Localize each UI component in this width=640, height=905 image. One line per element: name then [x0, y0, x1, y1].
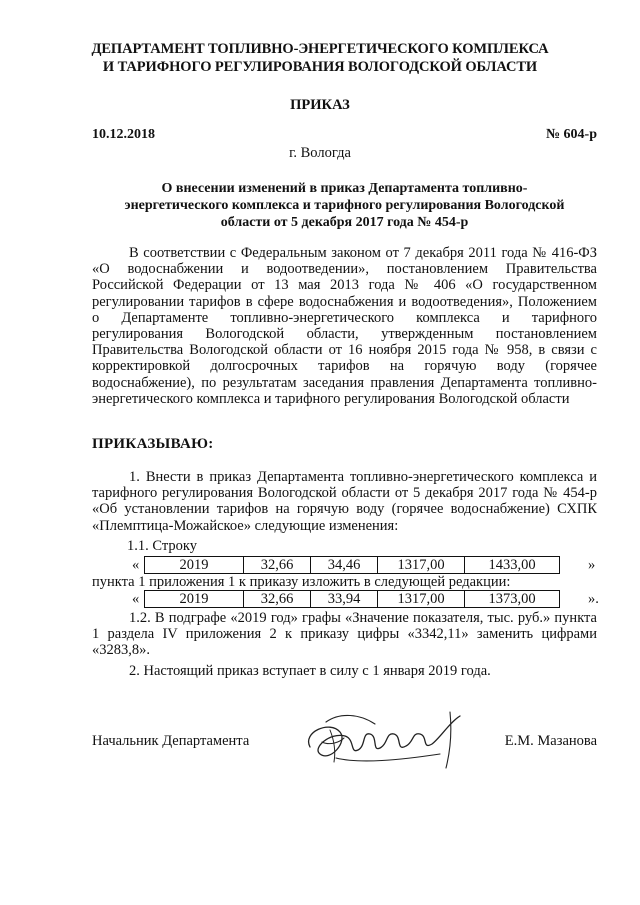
new-row-value-4: 1373,00	[465, 591, 560, 608]
old-row-value-2: 34,46	[311, 557, 378, 574]
item-1-1-label: 1.1. Строку	[127, 538, 197, 554]
department-header	[80, 40, 560, 76]
table-row	[145, 557, 560, 574]
title-line-2: энергетического комплекса и тарифного регулирования Вологодской	[124, 198, 565, 213]
old-row-value-4: 1433,00	[465, 557, 560, 574]
new-row-value-3: 1317,00	[378, 591, 465, 608]
item-1-2-text: 1.2. В подграфе «2019 год» графы «Значение показателя, тыс. руб.» пункта 1 раздела IV приложения 2 к приказу цифры «3342,11» заменить цифрами «3283,8».	[92, 610, 597, 659]
old-row-value-3: 1317,00	[378, 557, 465, 574]
item-1-paragraph	[92, 469, 597, 534]
title-line-1: О внесении изменений в приказ Департамента топливно-	[161, 181, 528, 196]
old-row-quote-close: »	[588, 557, 596, 573]
old-row-caption: пункта 1 приложения 1 к приказу изложить в следующей редакции:	[92, 574, 511, 590]
old-row-table	[144, 556, 560, 574]
order-title	[92, 180, 597, 231]
signatory-name: Е.М. Мазанова	[504, 733, 597, 749]
order-number: № 604-р	[545, 127, 597, 142]
old-row	[92, 556, 597, 574]
item-2-paragraph	[92, 663, 597, 679]
table-row	[145, 591, 560, 608]
new-row-value-1: 32,66	[244, 591, 311, 608]
old-row-year: 2019	[145, 557, 244, 574]
item-1-text: 1. Внести в приказ Департамента топливно-энергетического комплекса и тарифного регулирования Вологодской области от 5 декабря 2017 года № 454-р «Об установлении тарифов на горячую воду (горячее водоснабжение) СХПК «Племптица-Можайское» следующие изменения:	[92, 469, 597, 534]
old-row-value-1: 32,66	[244, 557, 311, 574]
handwritten-signature	[300, 702, 480, 772]
new-row-value-2: 33,94	[311, 591, 378, 608]
new-row-quote-open: «	[132, 591, 140, 607]
title-line-3: области от 5 декабря 2017 года № 454-р	[220, 215, 469, 230]
item-2-text: 2. Настоящий приказ вступает в силу с 1 января 2019 года.	[129, 663, 491, 679]
item-1-2-paragraph	[92, 610, 597, 659]
department-line-1: ДЕПАРТАМЕНТ ТОПЛИВНО-ЭНЕРГЕТИЧЕСКОГО КОМПЛЕКСА	[91, 41, 549, 57]
document-type: ПРИКАЗ	[290, 97, 350, 113]
new-row-year: 2019	[145, 591, 244, 608]
preamble-text: В соответствии с Федеральным законом от 7 декабря 2011 года № 416-ФЗ «О водоснабжении и водоотведении», постановлением Правительства Российской Федерации от 13 мая 2013 года № 406 «О государственном регулировании тарифов в сфере водоснабжения и водоотведения», Положением о Департаменте топливно-энергетического комплекса и тарифного регулирования Вологодской области, утвержденным постановлением Правительства Вологодской области от 16 ноября 2015 года № 958, в связи с корректировкой долгосрочных тарифов на горячую воду (горячее водоснабжение), по результатам заседания правления Департамента топливно-энергетического комплекса и тарифного регулирования Вологодской области	[92, 245, 597, 407]
order-word: ПРИКАЗЫВАЮ:	[92, 436, 214, 452]
new-row-quote-close: ».	[588, 591, 599, 607]
order-city: г. Вологда	[289, 145, 351, 161]
preamble-paragraph	[92, 245, 597, 407]
old-row-quote-open: «	[132, 557, 140, 573]
new-row	[92, 590, 597, 608]
department-line-2: И ТАРИФНОГО РЕГУЛИРОВАНИЯ ВОЛОГОДСКОЙ ОБЛАСТИ	[102, 59, 538, 75]
new-row-table	[144, 590, 560, 608]
signatory-position: Начальник Департамента	[92, 733, 250, 749]
order-date: 10.12.2018	[92, 127, 155, 142]
